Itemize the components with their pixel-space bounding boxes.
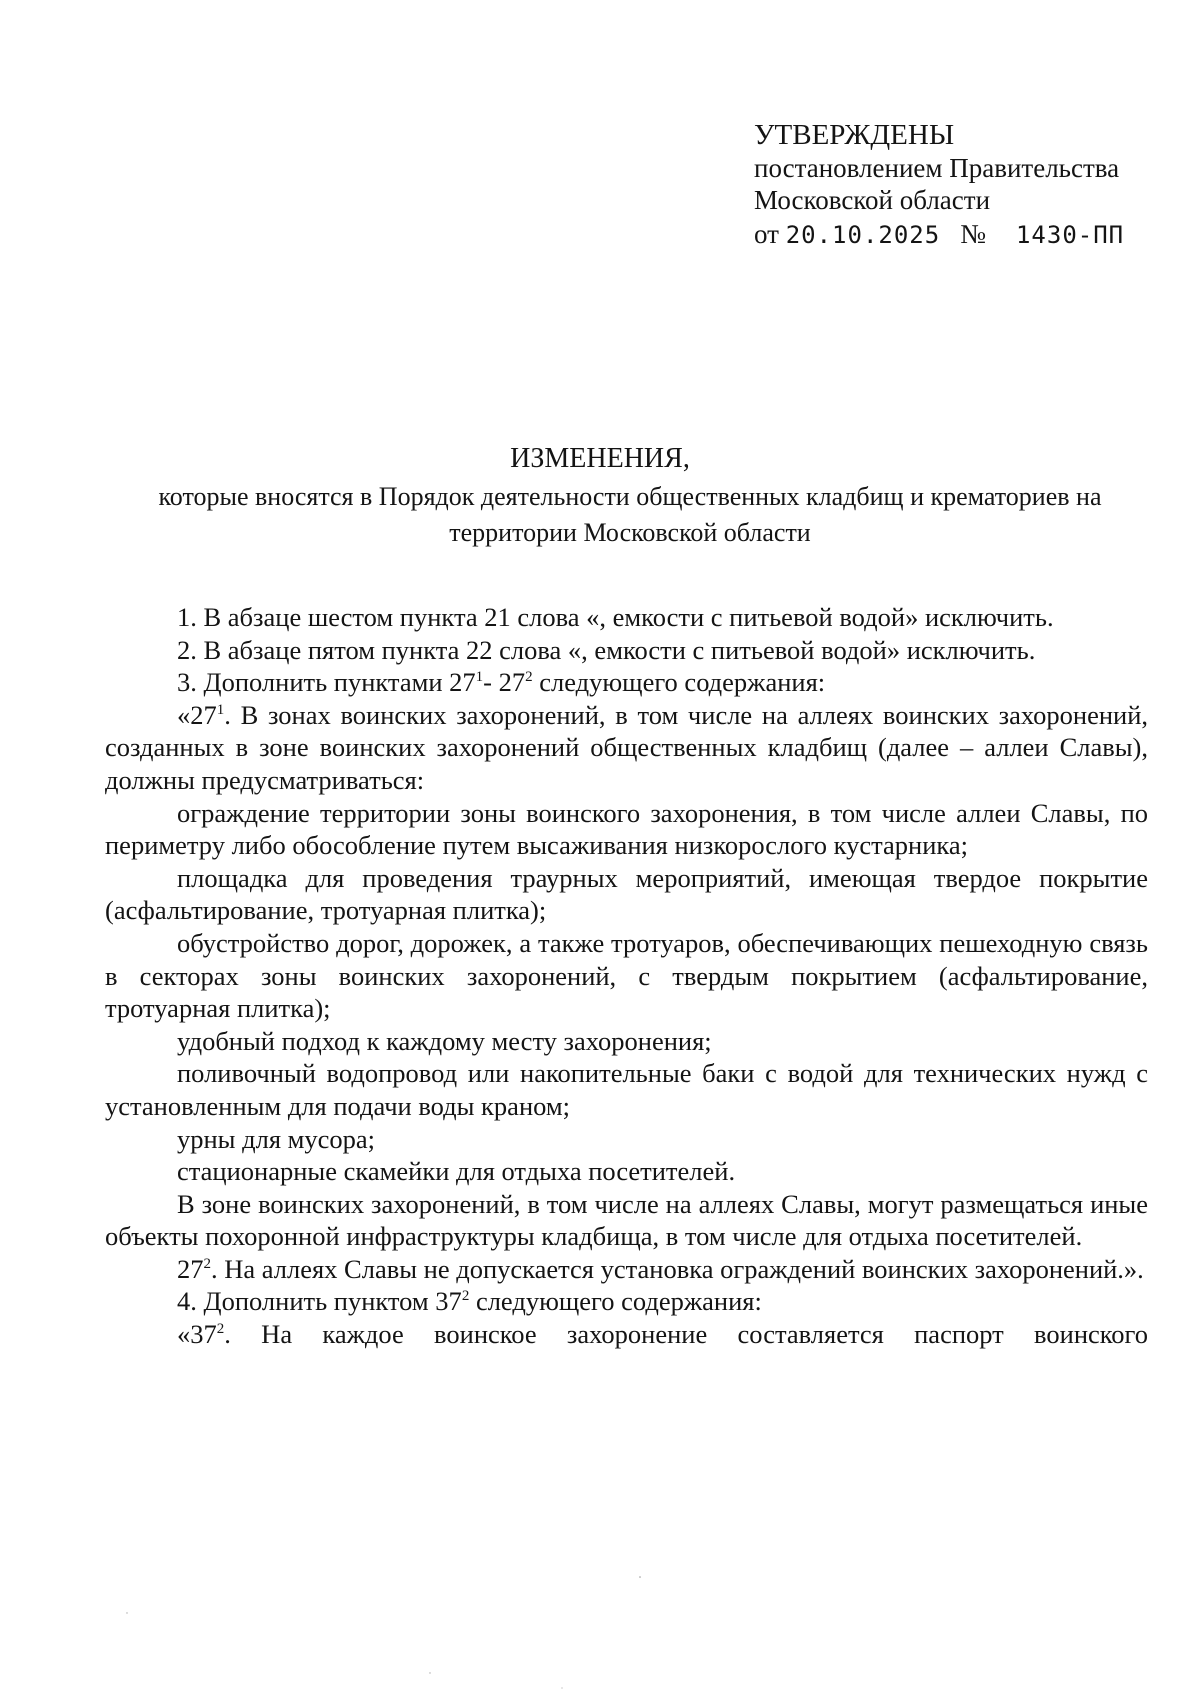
document-subtitle: которые вносятся в Порядок деятельности общественных кладбищ и крематориев на территории Московской области [158,482,1102,547]
approval-block [754,118,1174,251]
document-body [105,601,1148,1351]
date-prefix: от [754,219,779,249]
paragraph-13: $27^2$. На аллеях Славы не допускается установка ограждений воинских захоронений.». [177,1253,1144,1284]
paragraph-15: «$37^2$. На каждое воинское захоронение составляется паспорт воинского [177,1319,1148,1350]
paragraph-10: урны для мусора; [177,1123,376,1154]
paragraph-1: 1. В абзаце шестом пункта 21 слова «, емкости с питьевой водой» исключить. [177,602,1054,632]
decree-number: 1430-ПП [1015,221,1125,249]
approval-number-line [754,218,1174,251]
paragraph-12: В зоне воинских захоронений, в том числе на аллеях Славы, могут размещаться иные объекты похоронной инфраструктуры кладбища, в том числе для отдыха посетителей. [105,1188,1148,1252]
decree-date: 20.10.2025 [785,221,941,249]
paragraph-2: 2. В абзаце пятом пункта 22 слова «, емкости с питьевой водой» исключить. [177,634,1036,665]
approval-line-2: Московской области [754,185,991,215]
document-title: ИЗМЕНЕНИЯ, [510,443,690,474]
paragraph-4: «$27^1$. В зонах воинских захоронений, в том числе на аллеях воинских захоронений, созданных в зоне воинских захоронений общественных кладбищ (далее – аллеи Славы), должны предусматриваться: [105,699,1148,795]
paragraph-8: удобный подход к каждому месту захоронения; [177,1025,712,1056]
paragraph-3: 3. Дополнить пунктами $27^1-$ $27^2$ следующего содержания: [177,667,826,698]
paragraph-14: 4. Дополнить пунктом $37^2$ следующего содержания: [177,1286,762,1317]
number-sign: № [960,219,986,249]
paragraph-6: площадка для проведения траурных мероприятий, имеющая твердое покрытие (асфальтирование, тротуарная плитка); [105,862,1148,926]
paragraph-5: ограждение территории зоны воинского захоронения, в том числе аллеи Славы, по периметру либо обособление путем высаживания низкорослого кустарника; [105,797,1148,861]
approval-line-1: постановлением Правительства [754,153,1120,183]
paragraph-11: стационарные скамейки для отдыха посетителей. [177,1156,736,1187]
approval-title: УТВЕРЖДЕНЫ [754,119,955,151]
paragraph-7: обустройство дорог, дорожек, а также тротуаров, обеспечивающих пешеходную связь в секторах зоны воинских захоронений, с твердым покрытием (асфальтирование, тротуарная плитка); [105,927,1148,1024]
paragraph-9: поливочный водопровод или накопительные баки с водой для технических нужд с установленным для подачи воды краном; [105,1058,1148,1121]
